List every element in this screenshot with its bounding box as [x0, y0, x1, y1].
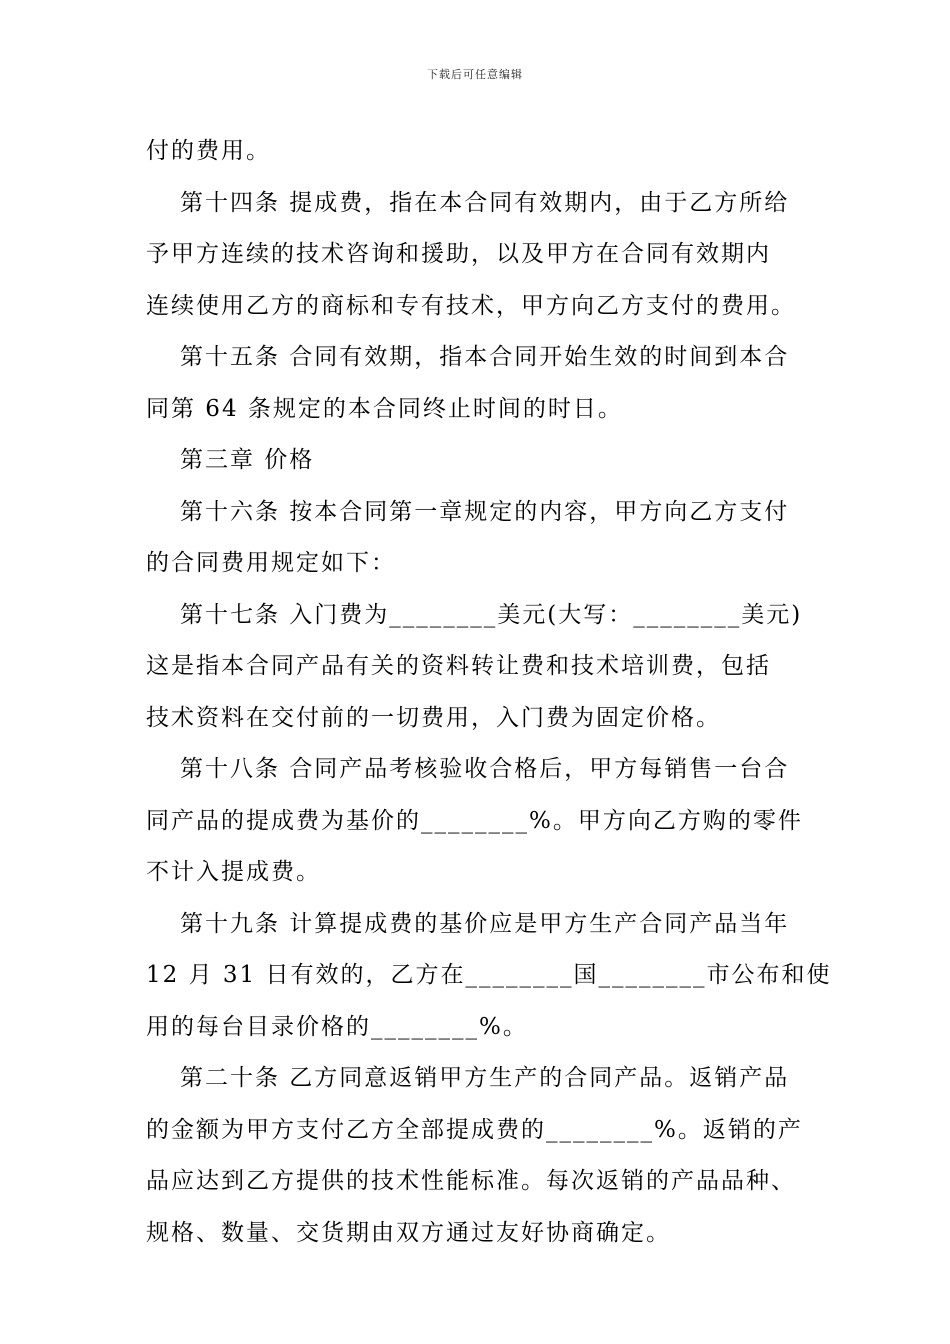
article-20-heading: 第二十条 乙方同意返销甲方生产的合同产品。返销产品: [180, 1065, 790, 1091]
chapter-3-title: 第三章 价格: [180, 447, 315, 473]
text-line: 12 月 31 日有效的，乙方在________国________市公布和使: [146, 962, 832, 988]
text-line: 同第 64 条规定的本合同终止时间的时日。: [146, 395, 623, 422]
text-line: 规格、数量、交货期由双方通过友好协商确定。: [146, 1219, 671, 1246]
article-14-heading: 第十四条 提成费，指在本合同有效期内，由于乙方所给: [180, 189, 790, 216]
text-line: 这是指本合同产品有关的资料转让费和技术培训费，包括: [146, 653, 771, 679]
article-19-heading: 第十九条 计算提成费的基价应是甲方生产合同产品当年: [180, 910, 790, 937]
article-18-heading: 第十八条 合同产品考核验收合格后，甲方每销售一台合: [180, 756, 790, 782]
article-17-heading: 第十七条 入门费为________美元(大写：________美元): [180, 601, 803, 628]
text-line: 予甲方连续的技术咨询和援助，以及甲方在合同有效期内: [146, 241, 771, 267]
text-line: 品应达到乙方提供的技术性能标准。每次返销的产品品种、: [146, 1168, 796, 1194]
text-line: 技术资料在交付前的一切费用，入门费为固定价格。: [146, 704, 721, 731]
text-line: 连续使用乙方的商标和专有技术，甲方向乙方支付的费用。: [146, 292, 796, 319]
text-line: 用的每台目录价格的________%。: [146, 1013, 528, 1040]
document-body: [146, 126, 832, 1259]
text-line: 同产品的提成费为基价的________%。甲方向乙方购的零件: [146, 807, 803, 834]
article-15-heading: 第十五条 合同有效期，指本合同开始生效的时间到本合: [180, 344, 790, 370]
text-line: 的合同费用规定如下：: [146, 550, 396, 576]
text-line: 的金额为甲方支付乙方全部提成费的________%。返销的产: [146, 1116, 803, 1143]
text-line: 付的费用。: [146, 138, 271, 164]
article-16-heading: 第十六条 按本合同第一章规定的内容，甲方向乙方支付: [180, 498, 790, 525]
text-line: 不计入提成费。: [146, 859, 321, 885]
header-note: 下载后可任意编辑: [427, 68, 523, 81]
